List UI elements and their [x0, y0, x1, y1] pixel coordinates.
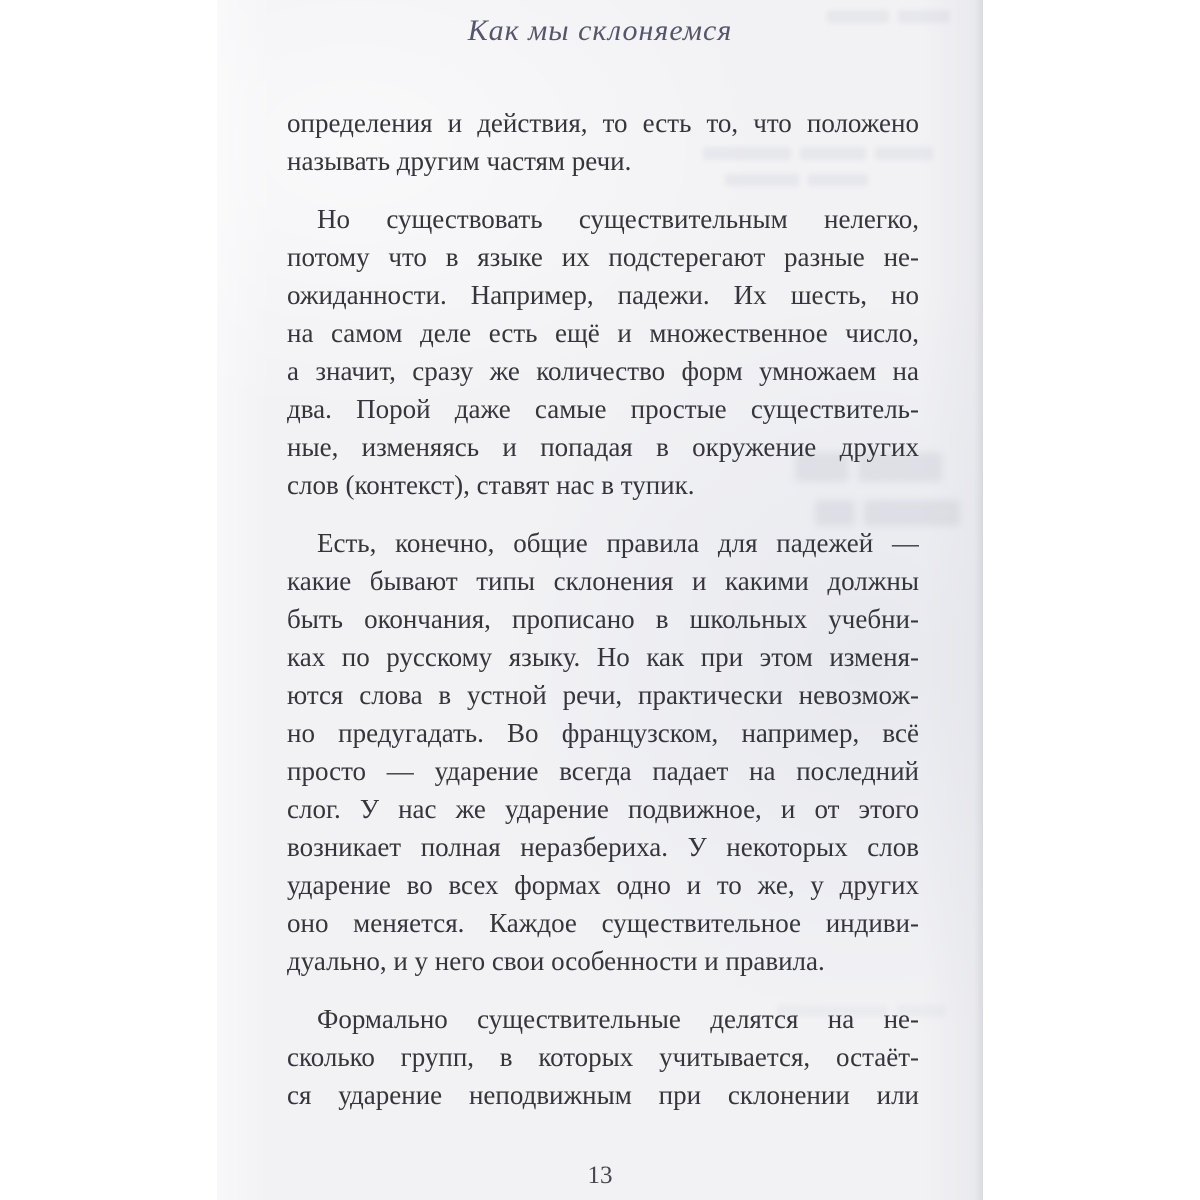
bleed-through-smudge [827, 10, 959, 28]
text-line: определения и действия, то есть то, что положено [287, 108, 919, 138]
text-line: ся ударение неподвижным при склонении или [287, 1080, 919, 1110]
text-line: быть окончания, прописано в школьных учебни- [287, 604, 919, 634]
text-line: возникает полная неразбериха. У некоторых слов [287, 832, 919, 862]
paragraph [287, 1000, 919, 1114]
book-page [217, 0, 983, 1200]
text-line: ные, изменяясь и попадая в окружение других [287, 432, 919, 462]
text-line: какие бывают типы склонения и какими должны [287, 566, 919, 596]
text-line: Но существовать существительным нелегко, [317, 204, 919, 234]
text-line: ударение во всех формах одно и то же, у других [287, 870, 919, 900]
text-line: называть другим частям речи. [287, 146, 632, 176]
paragraph [287, 524, 919, 980]
text-line: слов (контекст), ставят нас в тупик. [287, 470, 695, 500]
paragraph [287, 104, 919, 180]
running-head: Как мы склоняемся [467, 14, 733, 47]
text-line: ются слова в устной речи, практически невозмож- [287, 680, 919, 710]
paragraph [287, 200, 919, 504]
text-line: просто — ударение всегда падает на последний [287, 756, 919, 786]
text-line: дуально, и у него свои особенности и правила. [287, 946, 825, 976]
text-line: два. Порой даже самые простые существитель- [287, 394, 919, 424]
text-line: но предугадать. Во французском, например, всё [287, 718, 919, 748]
text-line: Формально существительные делятся на не- [317, 1004, 919, 1034]
text-line: на самом деле есть ещё и множественное число, [287, 318, 919, 348]
text-line: потому что в языке их подстерегают разные не- [287, 242, 919, 272]
text-line: слог. У нас же ударение подвижное, и от этого [287, 794, 919, 824]
text-line: оно меняется. Каждое существительное индиви- [287, 908, 919, 938]
text-line: ках по русскому языку. Но как при этом изменя- [287, 642, 919, 672]
text-line: Есть, конечно, общие правила для падежей — [317, 528, 919, 558]
text-line: ожиданности. Например, падежи. Их шесть, но [287, 280, 919, 310]
text-line: сколько групп, в которых учитывается, остаёт- [287, 1042, 919, 1072]
body-text [287, 104, 919, 1114]
text-line: а значит, сразу же количество форм умножаем на [287, 356, 919, 386]
page-number: 13 [587, 1162, 613, 1189]
